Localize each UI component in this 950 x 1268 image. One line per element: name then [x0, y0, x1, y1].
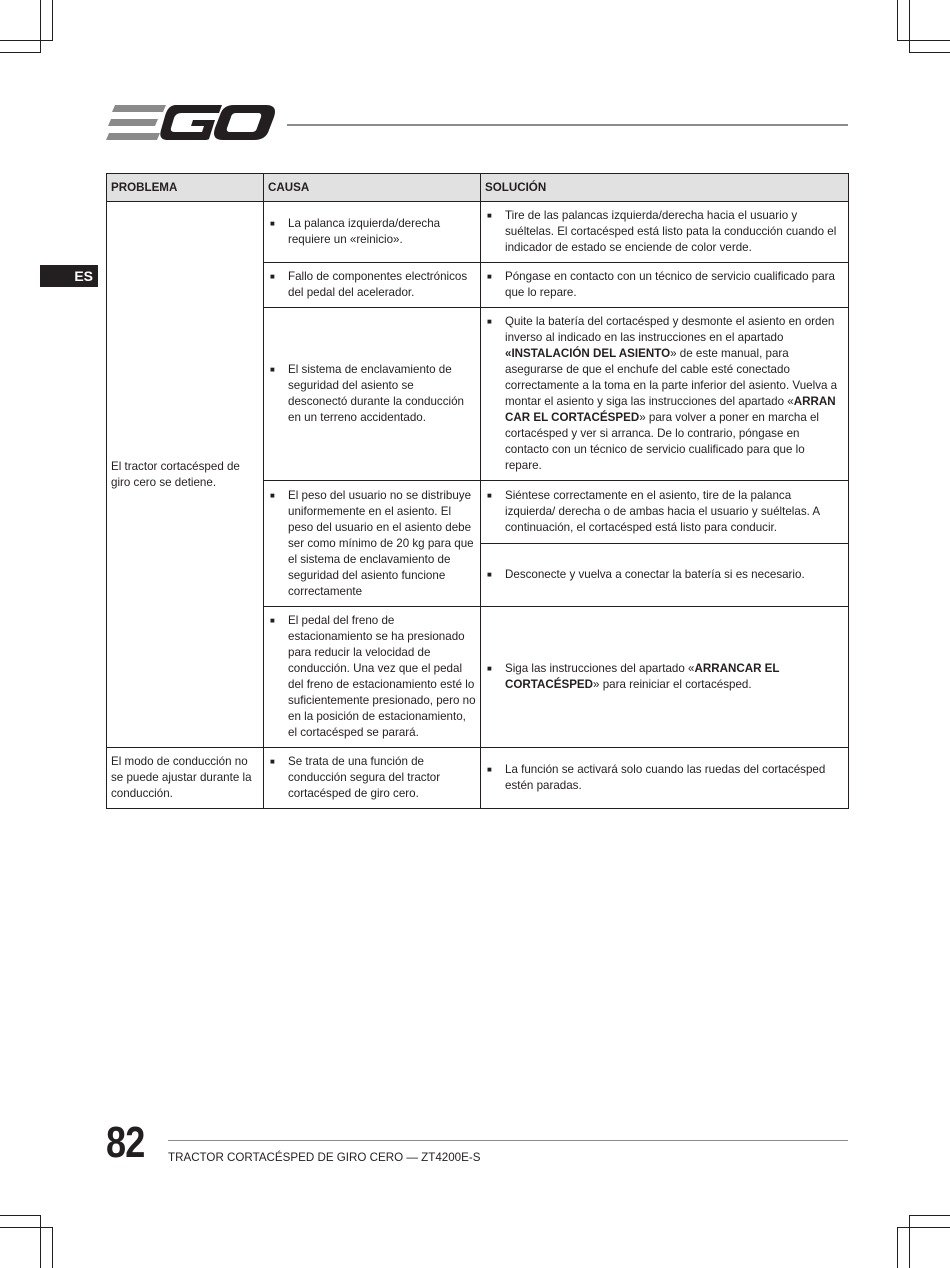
- bullet-icon: ■: [487, 664, 492, 673]
- crop-mark: [0, 1215, 41, 1216]
- cause-text: El peso del usuario no se distribuye uniformemente en el asiento. El peso del usuario en el asiento debe ser como mínimo de 20 kg para que el sistema de enclavamiento de seguridad del asiento funcione correctamente: [288, 488, 474, 598]
- bullet-icon: ■: [270, 272, 275, 281]
- table-row: [107, 748, 849, 809]
- crop-mark: [40, 0, 41, 52]
- solution-text: Póngase en contacto con un técnico de servicio cualificado para que lo repare.: [505, 270, 835, 299]
- cause-cell: [264, 481, 481, 607]
- solution-cell: [481, 263, 849, 308]
- cause-cell: [264, 308, 481, 481]
- footer-rule: [168, 1140, 848, 1141]
- cause-cell: [264, 202, 481, 263]
- solution-text: Desconecte y vuelva a conectar la batería si es necesario.: [505, 568, 805, 581]
- section-reference: ARRAN CAR EL CORTACÉSPED: [505, 395, 836, 424]
- crop-mark: [909, 52, 950, 53]
- crop-mark: [909, 0, 910, 52]
- bullet-icon: ■: [270, 219, 275, 228]
- crop-mark: [0, 40, 53, 41]
- section-reference: ARRANCAR EL CORTACÉSPED: [505, 662, 780, 691]
- cause-cell: [264, 263, 481, 308]
- crop-mark: [0, 52, 41, 53]
- crop-mark: [897, 40, 950, 41]
- crop-mark: [909, 1215, 950, 1216]
- bullet-icon: ■: [270, 757, 275, 766]
- cause-text: Se trata de una función de conducción segura del tractor cortacésped de giro cero.: [288, 755, 441, 800]
- crop-mark: [897, 1228, 898, 1268]
- cause-text: La palanca izquierda/derecha requiere un «reinicio».: [288, 217, 441, 246]
- solution-text-part: » de este manual, para asegurarse de que el enchufe del cable esté conectado correctamente a la toma en la parte inferior del asiento. Vuelva a montar el asiento y siga las instrucciones del apartado «: [505, 347, 838, 408]
- solution-cell: [481, 481, 849, 544]
- ego-logo: [106, 102, 276, 144]
- solution-text-part: Siga las instrucciones del apartado «: [505, 662, 695, 675]
- crop-mark: [40, 1216, 41, 1268]
- table-header-row: [107, 174, 849, 202]
- page-number: 82: [106, 1118, 145, 1167]
- solution-text: Siéntese correctamente en el asiento, tire de la palanca izquierda/ derecha o de ambas hacia el usuario y suéltelas. A continuación, el cortacésped está listo para conducir.: [505, 489, 820, 534]
- solution-text: La función se activará solo cuando las ruedas del cortacésped estén paradas.: [505, 763, 826, 792]
- troubleshooting-table: [106, 173, 849, 809]
- solution-text-part: » para volver a poner en marcha el cortacésped y ver si arranca. De lo contrario, póngase en contacto con un técnico de servicio cualificado para que lo repare.: [505, 411, 820, 472]
- solution-text-part: Quite la batería del cortacésped y desmonte el asiento en orden inverso al indicado en las instrucciones en el apartado: [505, 315, 835, 344]
- cause-text: El sistema de enclavamiento de seguridad del asiento se desconectó durante la conducción en un terreno accidentado.: [288, 363, 464, 424]
- solution-text: Tire de las palancas izquierda/derecha hacia el usuario y suéltelas. El cortacésped está listo pata la conducción cuando el indicador de estado se enciende de color verde.: [505, 209, 837, 254]
- cause-text: El pedal del freno de estacionamiento se ha presionado para reducir la velocidad de conducción. Una vez que el pedal del freno de estacionamiento esté lo suficientemente presionado, pero no en la posición de estacionamiento, el cortacésped se parará.: [288, 614, 476, 739]
- crop-mark: [909, 1216, 910, 1268]
- bullet-icon: ■: [270, 490, 275, 500]
- header-problema: PROBLEMA: [107, 174, 264, 202]
- bullet-icon: ■: [487, 570, 492, 579]
- bullet-icon: ■: [270, 365, 275, 374]
- header-rule: [287, 124, 848, 126]
- problem-cell: El modo de conducción no se puede ajustar durante la conducción.: [107, 748, 264, 809]
- table-row: [107, 202, 849, 263]
- crop-mark: [52, 0, 53, 40]
- cause-text: Fallo de componentes electrónicos del pedal del acelerador.: [288, 270, 468, 299]
- bullet-icon: ■: [487, 272, 492, 281]
- bullet-icon: ■: [270, 616, 275, 625]
- bullet-icon: ■: [487, 491, 492, 500]
- cause-cell: [264, 607, 481, 748]
- solution-cell: [481, 308, 849, 481]
- solution-text-part: » para reiniciar el cortacésped.: [593, 678, 752, 691]
- solution-text: [505, 661, 844, 693]
- solution-cell: [481, 544, 849, 607]
- section-reference: «INSTALACIÓN DEL ASIENTO: [505, 347, 671, 360]
- bullet-icon: ■: [487, 317, 492, 326]
- problem-cell: El tractor cortacésped de giro cero se detiene.: [107, 202, 264, 748]
- cause-cell: [264, 748, 481, 809]
- crop-mark: [897, 0, 898, 40]
- solution-cell: [481, 202, 849, 263]
- footer-title: TRACTOR CORTACÉSPED DE GIRO CERO — ZT4200E-S: [168, 1151, 481, 1164]
- solution-cell: [481, 748, 849, 809]
- language-tab: ES: [40, 265, 98, 287]
- header-causa: CAUSA: [264, 174, 481, 202]
- crop-mark: [897, 1227, 950, 1228]
- solution-cell: [481, 607, 849, 748]
- bullet-icon: ■: [487, 211, 492, 220]
- solution-text: [505, 314, 844, 474]
- bullet-icon: ■: [487, 765, 492, 774]
- crop-mark: [0, 1227, 53, 1228]
- header-solucion: SOLUCIÓN: [481, 174, 849, 202]
- crop-mark: [52, 1228, 53, 1268]
